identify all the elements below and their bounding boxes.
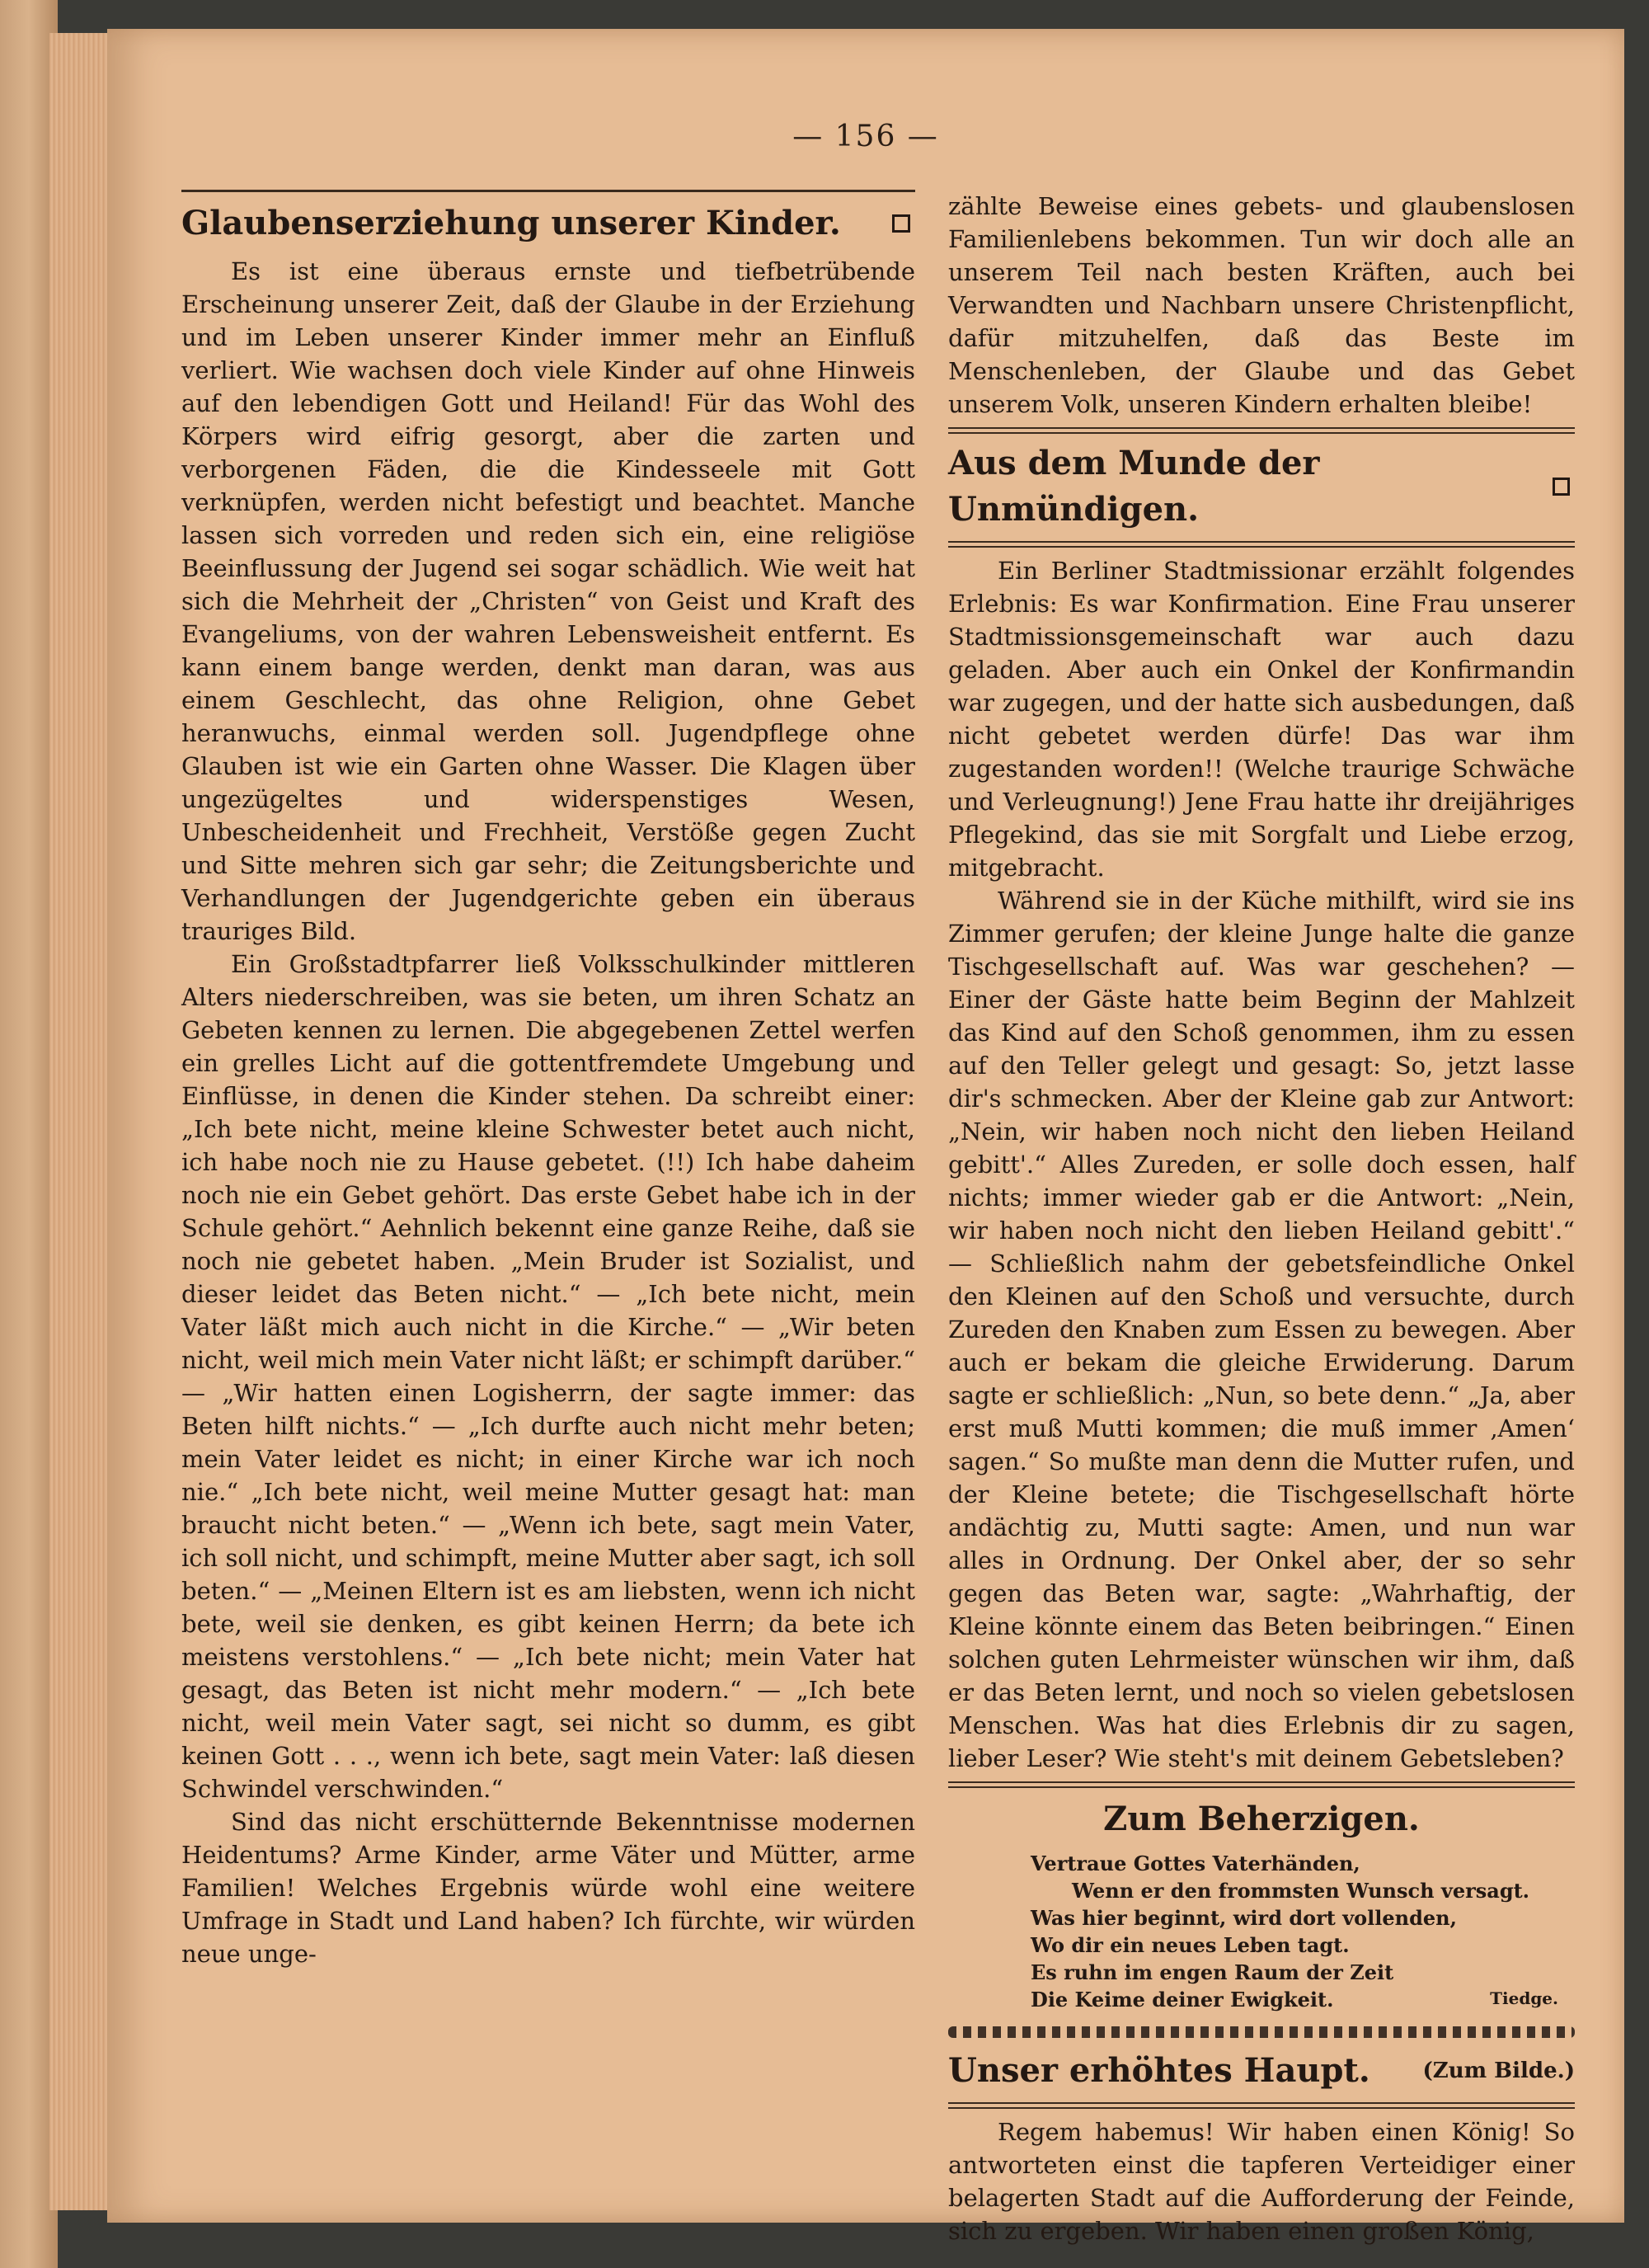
paragraph: Regem habemus! Wir haben einen König! So antworteten einst die tapferen Verteidiger einer belagerten Stadt auf die Aufforderung der Feinde, sich zu ergeben. Wir haben einen großen König, <box>948 2118 1575 2245</box>
paragraph: Es ist eine überaus ernste und tiefbetrübende Erscheinung unserer Zeit, daß der Glaube in der Erziehung und im Leben unserer Kinder immer mehr an Einfluß verliert. Wie wachsen doch viele Kinder auf ohne Hinweis auf den lebendigen Gott und Heiland! Für das Wohl des Körpers wird eifrig gesorgt, aber die zarten und verborgenen Fäden, die die Kindesseele mit Gott verknüpfen, werden nicht befestigt und beachtet. Manche lassen sich vorreden und reden sich ein, eine religiöse Beeinflussung der Jugend sei sogar schädlich. Wie weit hat sich die Mehrheit der „Christen“ von Geist und Kraft des Evangeliums, von der wahren Lebensweisheit entfernt. Es kann einem bange werden, denkt man daran, was aus einem Geschlecht, das ohne Religion, ohne Gebet heranwuchs, einmal werden soll. Jugendpflege ohne Glauben ist wie ein Garten ohne Wasser. Die Klagen über ungezügeltes und widerspenstiges Wesen, Unbescheidenheit und Frechheit, Verstöße gegen Zucht und Sitte mehren sich gar sehr; die Zeitungsberichte und Verhandlungen der Jugendgerichte geben ein überaus trauriges Bild. <box>181 257 915 945</box>
paragraph: Während sie in der Küche mithilft, wird sie ins Zimmer gerufen; der kleine Junge halte die ganze Tischgesellschaft auf. Was war geschehen? — Einer der Gäste hatte beim Beginn der Mahlzeit das Kind auf den Schoß genommen, ihm zu essen auf den Teller gelegt und gesagt: So, jetzt lasse dir's schmecken. Aber der Kleine gab zur Antwort: „Nein, wir haben noch nicht den lieben Heiland gebitt'.“ Alles Zureden, er solle doch essen, half nichts; immer wieder gab er die Antwort: „Nein, wir haben noch nicht den lieben Heiland gebitt'.“ — Schließlich nahm der gebetsfeindliche Onkel den Kleinen auf den Schoß und versuchte, durch Zureden den Knaben zum Essen zu bewegen. Aber auch er bekam die gleiche Erwiderung. Darum sagte er schließlich: „Nun, so bete denn.“ „Ja, aber erst muß Mutti kommen; die muß immer ‚Amen‘ sagen.“ So mußte man denn die Mutter rufen, und der Kleine betete; die Tischgesellschaft hörte andächtig zu, Mutti sagte: Amen, und nun war alles in Ordnung. Der Onkel aber, der so sehr gegen das Beten war, sagte: „Wahrhaftig, der Kleine könnte einem das Beten beibringen.“ Einen solchen guten Lehrmeister wünschen wir ihm, daß er das Beten lernt, und noch so vielen gebetslosen Menschen. Was hat dies Erlebnis dir zu sagen, lieber Leser? Wie steht's mit deinem Gebetsleben? <box>948 887 1575 1772</box>
article-heading-munde <box>948 440 1575 533</box>
box-ornament-icon <box>1553 478 1570 496</box>
poem-line: Es ruhn im engen Raum der Zeit <box>1031 1960 1394 1984</box>
poem-line: Vertraue Gottes Vaterhänden, <box>1031 1852 1360 1875</box>
heading-text: Unser erhöhtes Haupt. <box>948 2051 1370 2090</box>
right-column <box>948 190 1575 2247</box>
heading-text: Glaubenserziehung unserer Kinder. <box>181 204 841 242</box>
page-number: — 156 — <box>792 120 939 153</box>
article-heading-haupt <box>948 2048 1575 2094</box>
article-heading-glaubenserziehung <box>181 200 915 247</box>
poem-heading: Zum Beherzigen. <box>1103 1800 1420 1838</box>
paragraph: Ein Berliner Stadtmissionar erzählt folgendes Erlebnis: Es war Konfirmation. Eine Frau unserer Stadtmissionsgemeinschaft war auch dazu geladen. Aber auch ein Onkel der Konfirmandin war zugegen, und der hatte sich ausbedungen, daß nicht gebetet werden dürfe! Das war ihm zugestanden worden!! (Welche traurige Schwäche und Verleugnung!) Jene Frau hatte ihr dreijähriges Pflegekind, das sie mit Sorgfalt und Liebe erzog, mitgebracht. <box>948 557 1575 882</box>
paragraph-continuation: zählte Beweise eines gebets- und glaubenslosen Familienlebens bekommen. Tun wir doch alle an unserem Teil nach besten Kräften, auch bei Verwandten und Nachbarn unsere Christenpflicht, dafür mitzuhelfen, daß das Beste im Menschenleben, der Glaube und das Gebet unserem Volk, unseren Kindern erhalten bleibe! <box>948 192 1575 418</box>
poem-author: Tiedge. <box>1490 1988 1558 2008</box>
section-rule <box>948 427 1575 434</box>
box-ornament-icon <box>892 214 910 233</box>
paragraph: Ein Großstadtpfarrer ließ Volksschulkinder mittleren Alters niederschreiben, was sie beten, um ihren Schatz an Gebeten kennen zu lernen. Die abgegebenen Zettel werfen ein grelles Licht auf die gottentfremdete Umgebung und Einflüsse, in denen die Kinder stehen. Da schreibt einer: „Ich bete nicht, meine kleine Schwester betet auch nicht, ich habe noch nie zu Hause gebetet. (!!) Ich habe daheim noch nie ein Gebet gehört. Das erste Gebet habe ich in der Schule gehört.“ Aehnlich bekennt eine ganze Reihe, daß sie noch nie gebetet haben. „Mein Bruder ist Sozialist, und dieser leidet das Beten nicht.“ — „Ich bete nicht, mein Vater läßt mich auch nicht in die Kirche.“ — „Wir beten nicht, weil mich mein Vater nicht läßt; er schimpft darüber.“ — „Wir hatten einen Logisherrn, der sagte immer: das Beten hilft nichts.“ — „Ich durfte auch nicht mehr beten; mein Vater leidet es nicht; in einer Kirche war ich noch nie.“ „Ich bete nicht, weil meine Mutter gesagt hat: man braucht nicht beten.“ — „Wenn ich bete, sagt mein Vater, ich soll nicht, und schimpft, meine Mutter aber sagt, ich soll beten.“ — „Meinen Eltern ist es am liebsten, wenn ich nicht bete, weil sie denken, es gibt keinen Herrn; da bete ich meistens verstohlens.“ — „Ich bete nicht; mein Vater hat gesagt, das Beten ist nicht mehr modern.“ — „Ich bete nicht, weil mein Vater sagt, sei nicht so dumm, es gibt keinen Gott . . ., wenn ich bete, sagt mein Vater: laß diesen Schwindel verschwinden.“ <box>181 950 915 1803</box>
poem-line: Wo dir ein neues Leben tagt. <box>1031 1933 1350 1957</box>
poem-line: Was hier beginnt, wird dort vollenden, <box>1031 1906 1457 1930</box>
section-rule <box>948 2102 1575 2109</box>
left-column <box>181 190 915 1970</box>
paragraph: Sind das nicht erschütternde Bekenntnisse modernen Heidentums? Arme Kinder, arme Väter und Mütter, arme Familien! Welches Ergebnis würde wohl eine weitere Umfrage in Stadt und Land haben? Ich fürchte, wir würden neue unge- <box>181 1808 915 1968</box>
section-rule <box>948 1781 1575 1788</box>
poem-line: Die Keime deiner Ewigkeit. <box>1031 1988 1334 2012</box>
heading-note: (Zum Bilde.) <box>1422 2059 1575 2083</box>
heading-text: Aus dem Munde der Unmündigen. <box>948 444 1320 529</box>
poem-line: Wenn er den frommsten Wunsch versagt. <box>1072 1879 1530 1903</box>
ornament-divider <box>948 2026 1575 2038</box>
section-rule <box>948 541 1575 548</box>
heading-rule <box>181 190 915 192</box>
